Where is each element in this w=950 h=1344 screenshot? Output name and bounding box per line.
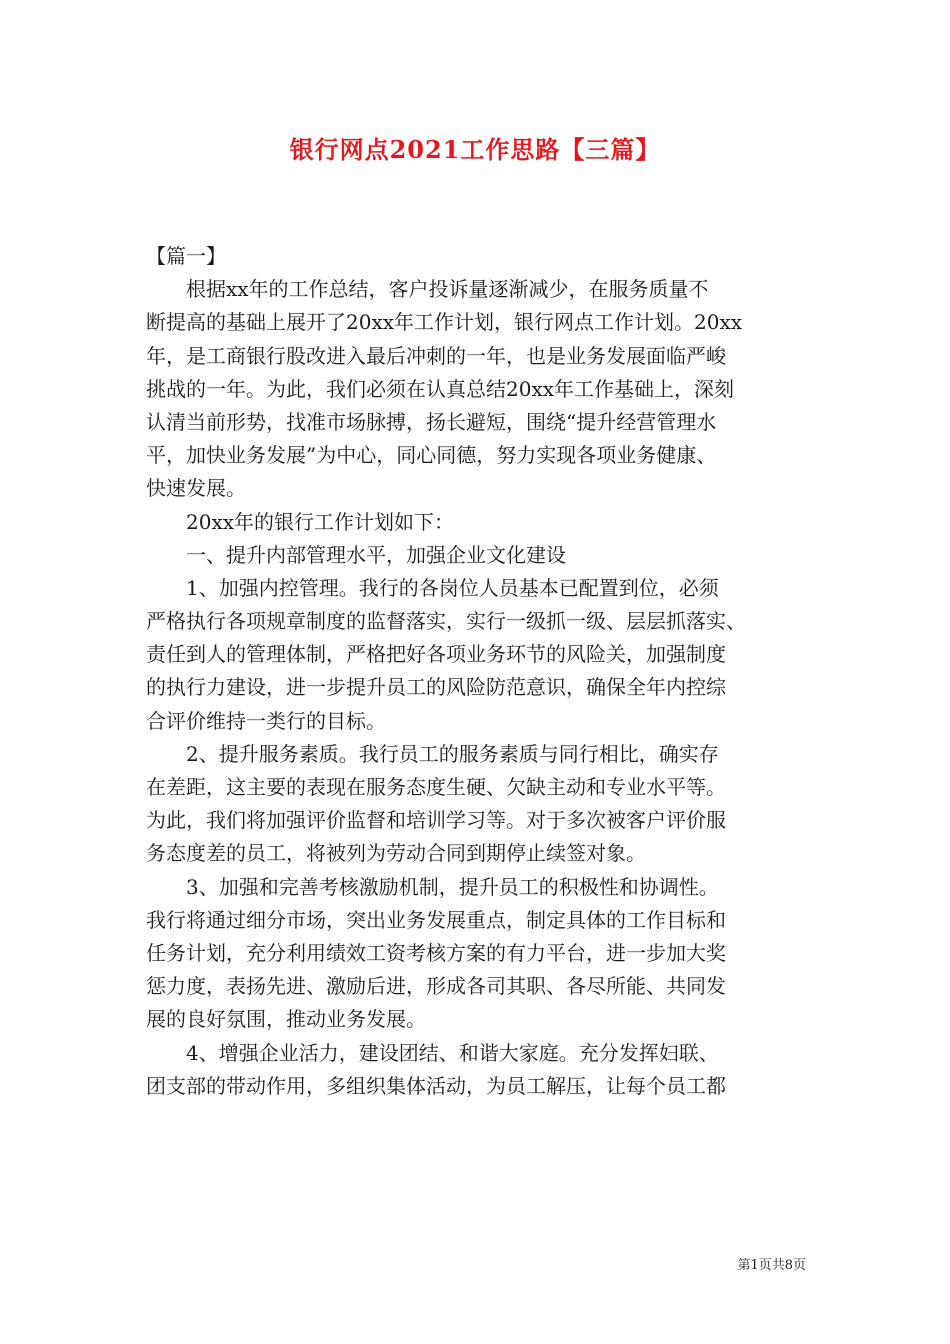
paragraph-line: 20xx年的银行工作计划如下： [186, 509, 455, 534]
paragraph-line: 我行将通过细分市场，突出业务发展重点，制定具体的工作目标和 [146, 907, 726, 932]
document-title: 银行网点2021工作思路【三篇】 [289, 135, 661, 164]
paragraph-line: 1、加强内控管理。我行的各岗位人员基本已配置到位，必须 [186, 575, 719, 600]
paragraph-line: 认清当前形势，找准市场脉搏，扬长避短，围绕“提升经营管理水 [146, 409, 717, 434]
paragraph-line: 严格执行各项规章制度的监督落实，实行一级抓一级、层层抓落实、 [146, 609, 746, 634]
paragraph-line: 团支部的带动作用，多组织集体活动，为员工解压，让每个员工都 [146, 1073, 726, 1098]
section-heading: 【篇一】 [146, 244, 226, 268]
paragraph-line: 快速发展。 [146, 476, 246, 501]
paragraph-line: 惩力度，表扬先进、激励后进，形成各司其职、各尽所能、共同发 [146, 974, 726, 999]
paragraph-line: 展的良好氛围，推动业务发展。 [146, 1007, 426, 1032]
paragraph-line: 3、加强和完善考核激励机制，提升员工的积极性和协调性。 [186, 874, 719, 899]
paragraph-line: 在差距，这主要的表现在服务态度生硬、欠缺主动和专业水平等。 [146, 775, 726, 799]
paragraph-line: 为此，我们将加强评价监督和培训学习等。对于多次被客户评价服 [146, 808, 726, 833]
paragraph-line: 4、增强企业活力，建设团结、和谐大家庭。充分发挥妇联、 [186, 1040, 719, 1065]
paragraph-line: 挑战的一年。为此，我们必须在认真总结20xx年工作基础上，深刻 [146, 376, 735, 401]
page-number: 第1页共8页 [737, 1258, 806, 1273]
subsection-heading: 一、提升内部管理水平，加强企业文化建设 [186, 542, 566, 567]
paragraph-line: 责任到人的管理体制，严格把好各项业务环节的风险关，加强制度 [146, 642, 726, 667]
paragraph-line: 任务计划，充分利用绩效工资考核方案的有力平台，进一步加大奖 [146, 940, 726, 965]
paragraph-line: 断提高的基础上展开了20xx年工作计划，银行网点工作计划。20xx [146, 310, 743, 335]
document-body [146, 240, 806, 1103]
paragraph-line: 2、提升服务素质。我行员工的服务素质与同行相比，确实存 [186, 741, 719, 766]
paragraph-line: 的执行力建设，进一步提升员工的风险防范意识，确保全年内控综 [146, 675, 726, 700]
paragraph-line: 根据xx年的工作总结，客户投诉量逐渐减少，在服务质量不 [186, 277, 709, 302]
paragraph-line: 年，是工商银行股改进入最后冲刺的一年，也是业务发展面临严峻 [146, 343, 726, 368]
paragraph-line: 平，加快业务发展”为中心，同心同德，努力实现各项业务健康、 [146, 443, 717, 468]
paragraph-line: 务态度差的员工，将被列为劳动合同到期停止续签对象。 [146, 841, 646, 866]
paragraph-line: 合评价维持一类行的目标。 [146, 708, 386, 733]
